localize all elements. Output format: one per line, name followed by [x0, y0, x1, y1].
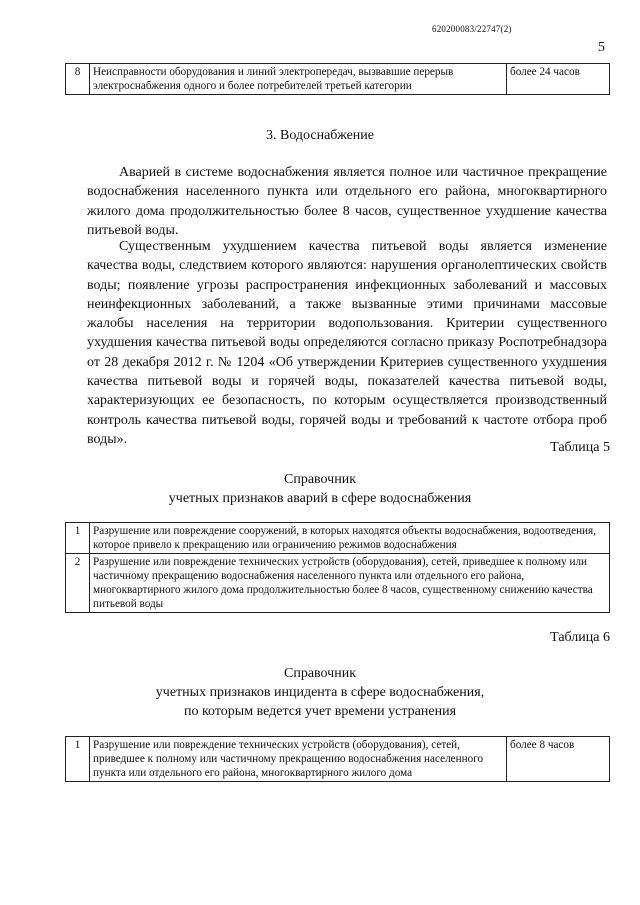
paragraph-quality-degradation: Существенным ухудшением качества питьевой воды является изменение качества воды, следствием которого являются: нарушения органолептических свойств воды; появление угрозы распространения инфекционных заболеваний и массовых неинфекционных заболеваний, а также вызванные этими причинами массовые жалобы населения на территории водопользования. Критерии существенного ухудшения качества питьевой воды определяются согласно приказу Роспотребнадзора от 28 декабря 2012 г. № 1204 «Об утверждении Критериев существенного ухудшения качества питьевой воды и горячей воды, показателей качества питьевой воды, характеризующих ее безопасность, по которым осуществляется производственный контроль качества питьевой воды, горячей воды и требований к частоте отбора проб воды».: [87, 239, 607, 447]
row-number: 1: [66, 737, 90, 782]
row-description: Разрушение или повреждение сооружений, в которых находятся объекты водоснабжения, водоотведения, которое привело к прекращению или ограничению режимов водоснабжения: [90, 523, 610, 554]
document-id: 620200083/22747(2): [432, 24, 512, 34]
incident-table-electric: [65, 63, 610, 95]
table-6-title-line: Справочник: [283, 666, 357, 681]
table-5-label: Таблица 5: [550, 440, 610, 455]
table-5-title-line: Справочник: [283, 472, 357, 487]
row-duration: более 8 часов: [507, 737, 610, 782]
row-number: 8: [66, 64, 90, 95]
row-number: 1: [66, 523, 90, 554]
table-5-title: [0, 470, 640, 508]
table-row: [66, 737, 610, 782]
table-6-title-line: учетных признаков инцидента в сфере водоснабжения,: [155, 685, 485, 700]
table-row: [66, 64, 610, 95]
table-6-label: Таблица 6: [550, 630, 610, 645]
paragraph-accident-definition: Аварией в системе водоснабжения является полное или частичное прекращение водоснабжения населенного пункта или отдельного его района, многоквартирного жилого дома продолжительностью более 8 часов, существенное ухудшение качества питьевой воды.: [87, 165, 607, 238]
row-description: Разрушение или повреждение технических устройств (оборудования), сетей, приведшее к полному или частичному прекращению водоснабжения населенного пункта или отдельного его района, многоквартирного жилого дома: [90, 737, 507, 782]
table-row: [66, 554, 610, 613]
table-6-title-line: по которым ведется учет времени устранения: [183, 704, 457, 719]
incident-signs-table: [65, 736, 610, 782]
row-description: Неисправности оборудования и линий электропередач, вызвавшие перерыв электроснабжения одного и более потребителей третьей категории: [90, 64, 507, 95]
page-number: 5: [598, 40, 605, 55]
row-number: 2: [66, 554, 90, 613]
table-6-title: [0, 664, 640, 721]
table-5-title-line: учетных признаков аварий в сфере водоснабжения: [168, 491, 472, 506]
accident-signs-table: [65, 522, 610, 613]
row-description: Разрушение или повреждение технических устройств (оборудования), сетей, приведшее к полному или частичному прекращению водоснабжения населенного пункта или отдельного его района, многоквартирного жилого дома продолжительностью более 8 часов, существенному снижению качества питьевой воды: [90, 554, 610, 613]
row-duration: более 24 часов: [507, 64, 610, 95]
section-title: 3. Водоснабжение: [265, 128, 374, 143]
table-row: [66, 523, 610, 554]
